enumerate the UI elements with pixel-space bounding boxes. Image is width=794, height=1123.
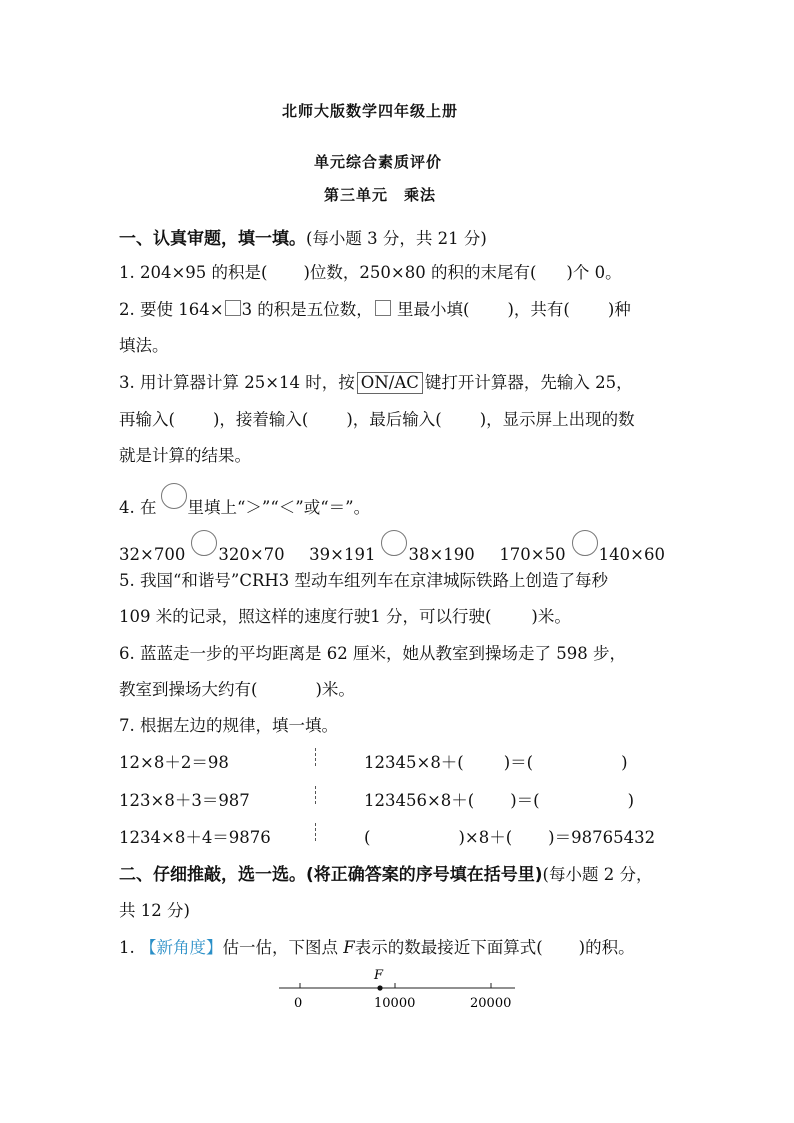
q5-line2-b: )米。 (531, 607, 571, 626)
book-title: 北师大版数学四年级上册 (282, 102, 459, 120)
q6-line2-a: 教室到操场大约有( (119, 680, 258, 699)
q7-r3-c: )＝98765432 (548, 828, 656, 847)
q7-right-2 (364, 787, 634, 811)
number-line (0, 962, 794, 1022)
q7-r2-b: )＝( (510, 791, 540, 810)
q7-right-3 (364, 824, 655, 848)
q5-line1: 5. 我国“和谐号”CRH3 型动车组列车在京津城际铁路上创造了每秒 (119, 571, 609, 590)
q4-item3-right: 140×60 (598, 545, 665, 564)
q4-part-b: 里填上“＞”“＜”或“＝”。 (187, 498, 371, 517)
s2q1-part-c: )的积。 (578, 938, 635, 957)
q4-part-a: 4. 在 (119, 498, 157, 517)
compare-circle-reference (161, 483, 187, 509)
q2-part-c: 里最小填( (391, 300, 470, 319)
q7-left-1: 12×8＋2＝98 (119, 753, 229, 772)
q4-item1-left: 32×700 (119, 545, 186, 564)
q7-left-3: 1234×8＋4＝9876 (119, 828, 271, 847)
q4-item2-left: 39×191 (309, 545, 376, 564)
q4-item2-right: 38×190 (408, 545, 475, 564)
section1-note: (每小题 3 分，共 21 分) (306, 229, 487, 248)
q3-part-b: 键打开计算器，先输入 25， (424, 373, 633, 392)
q2-part-d: )，共有( (507, 300, 570, 319)
q7-line1: 7. 根据左边的规律，填一填。 (119, 716, 338, 735)
s2q1-var: F (343, 938, 355, 957)
q7-r1-a: 12345×8＋( (364, 753, 464, 772)
q2-part-e: )种 (607, 300, 631, 319)
q4-item3-left: 170×50 (499, 545, 566, 564)
point-f (377, 985, 382, 990)
compare-circle-1[interactable] (191, 530, 217, 556)
q1-part-b: )位数，250×80 的积的末尾有( (303, 263, 537, 282)
q7-divider-1 (315, 748, 316, 766)
q1-part-a: 1. 204×95 的积是( (119, 263, 268, 282)
q3-line2-b: )，接着输入( (212, 410, 309, 429)
compare-circle-2[interactable] (381, 530, 407, 556)
q3-line2-c: )，最后输入( (346, 410, 442, 429)
q3-line2 (119, 406, 635, 430)
q3-line3: 就是计算的结果。 (119, 446, 251, 465)
question-1 (119, 259, 622, 283)
q4-items (119, 530, 665, 564)
question-3 (119, 369, 633, 394)
digit-box[interactable] (225, 300, 241, 316)
q2-part-b: 3 的积是五位数， (241, 300, 373, 319)
on-ac-key: ON/AC (357, 372, 423, 394)
section1-heading (119, 224, 487, 249)
q7-left-2: 123×8＋3＝987 (119, 791, 250, 810)
tick-label-0: 0 (294, 996, 303, 1011)
new-angle-tag: 【新角度】 (140, 938, 223, 957)
s2q1-num: 1. (119, 938, 140, 957)
compare-circle-3[interactable] (572, 530, 598, 556)
tick-label-10000: 10000 (374, 996, 416, 1011)
q6-line1: 6. 蓝蓝走一步的平均距离是 62 厘米，她从教室到操场走了 598 步， (119, 644, 626, 663)
q7-r2-c: ) (627, 791, 635, 810)
s2-question-1 (119, 934, 635, 958)
q5-line2-a: 109 米的记录，照这样的速度行驶1 分，可以行驶( (119, 607, 492, 626)
assessment-title: 单元综合素质评价 (314, 153, 443, 171)
q6-line2-b: )米。 (315, 680, 355, 699)
section2-note-1: (每小题 2 分， (542, 865, 653, 884)
q7-r3-a: ( (364, 828, 371, 847)
q3-part-a: 3. 用计算器计算 25×14 时，按 (119, 373, 355, 392)
tick-label-20000: 20000 (470, 996, 512, 1011)
unit-title: 第三单元 乘法 (324, 186, 437, 204)
section1-heading-text: 一、认真审题，填一填。 (119, 229, 306, 249)
q7-r1-b: )＝( (503, 753, 534, 772)
q7-r3-b: )×8＋( (458, 828, 513, 847)
q1-part-c: )个 0。 (566, 263, 622, 282)
section2-heading-text: 二、仔细推敲，选一选。(将正确答案的序号填在括号里) (119, 865, 543, 885)
q6-line2 (119, 676, 355, 700)
s2q1-part-a: 估一估，下图点 (222, 938, 344, 957)
section2-note-2: 共 12 分) (119, 901, 190, 920)
q5-line2 (119, 603, 571, 627)
q7-r2-a: 123456×8＋( (364, 791, 475, 810)
q3-line2-a: 再输入( (119, 410, 175, 429)
q7-right-1 (364, 749, 628, 773)
q7-divider-2 (315, 786, 316, 804)
s2q1-part-b: 表示的数最接近下面算式( (354, 938, 543, 957)
question-4 (119, 483, 370, 518)
q7-divider-3 (315, 823, 316, 841)
question-2 (119, 296, 631, 320)
q3-line2-d: )，显示屏上出现的数 (479, 410, 635, 429)
q2-part-a: 2. 要使 164× (119, 300, 224, 319)
digit-box-reference (375, 300, 391, 316)
q2-line2: 填法。 (119, 336, 169, 355)
q7-r1-c: ) (621, 753, 628, 772)
q4-item1-right: 320×70 (218, 545, 285, 564)
section2-heading (119, 860, 652, 885)
point-f-label: F (374, 968, 384, 983)
